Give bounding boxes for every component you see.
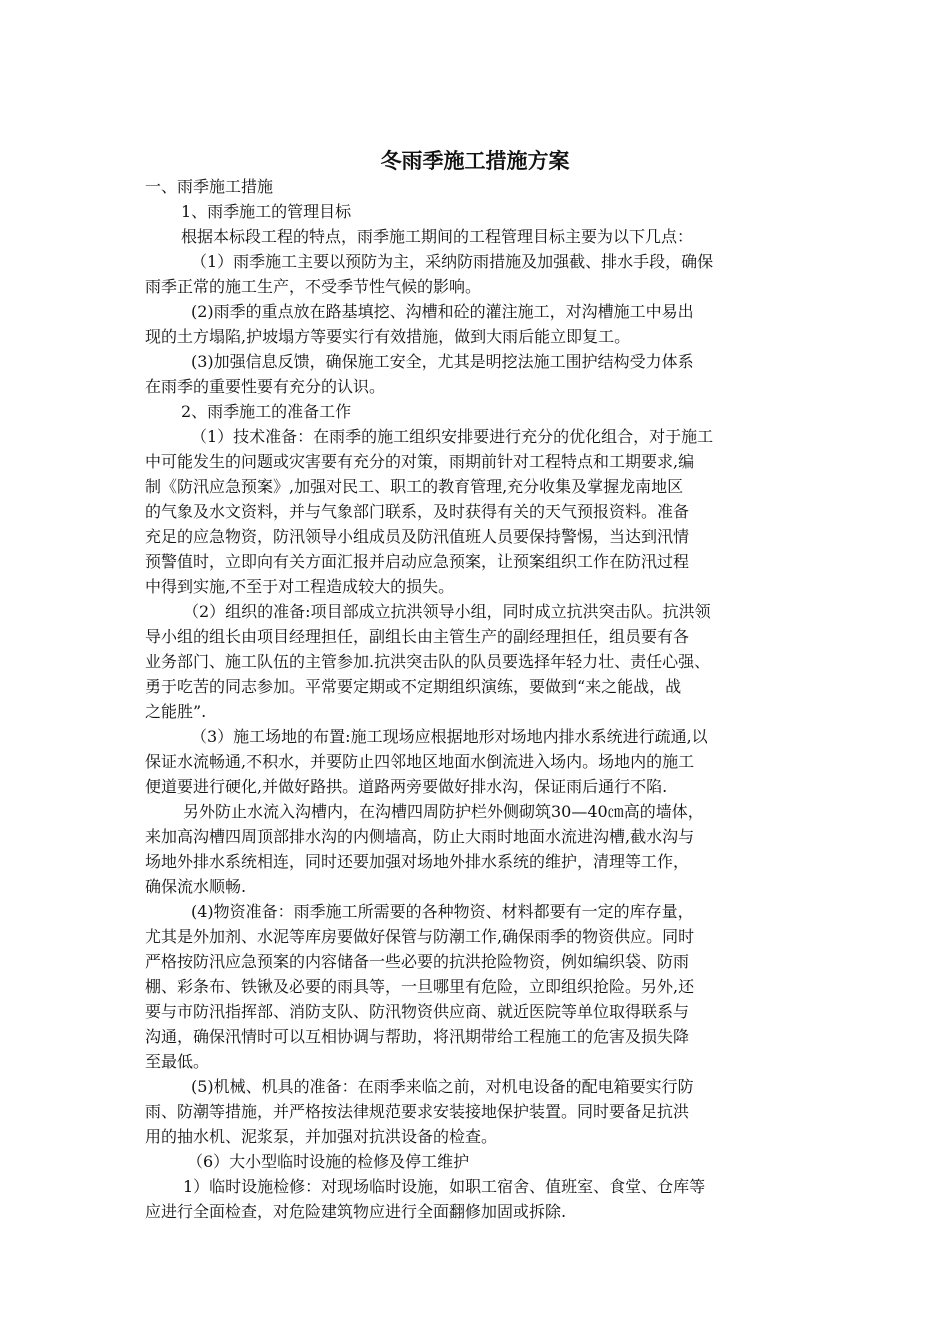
paragraph-line: 用的抽水机、泥浆泵，并加强对抗洪设备的检查。 bbox=[145, 1127, 498, 1146]
paragraph-line: 中可能发生的问题或灾害要有充分的对策，雨期前针对工程特点和工期要求,编 bbox=[145, 452, 695, 471]
section-heading: 一、雨季施工措施 bbox=[145, 177, 274, 196]
paragraph-line: (3)加强信息反馈，确保施工安全，尤其是明挖法施工围护结构受力体系 bbox=[191, 352, 694, 371]
paragraph-line: 1）临时设施检修：对现场临时设施，如职工宿舍、值班室、食堂、仓库等 bbox=[183, 1177, 706, 1196]
paragraph-line: 中得到实施,不至于对工程造成较大的损失。 bbox=[145, 577, 455, 596]
paragraph-line: 之能胜”. bbox=[145, 702, 207, 721]
paragraph-line: (2)雨季的重点放在路基填挖、沟槽和砼的灌注施工，对沟槽施工中易出 bbox=[191, 302, 694, 321]
paragraph-line: (4)物资准备：雨季施工所需要的各种物资、材料都要有一定的库存量， bbox=[191, 902, 694, 921]
paragraph-line: 制《防汛应急预案》,加强对民工、职工的教育管理,充分收集及掌握龙南地区 bbox=[145, 477, 684, 496]
paragraph-line: 预警值时，立即向有关方面汇报并启动应急预案，让预案组织工作在防汛过程 bbox=[145, 552, 690, 571]
paragraph-line: 勇于吃苦的同志参加。平常要定期或不定期组织演练，要做到“来之能战，战 bbox=[145, 677, 682, 696]
paragraph-line: 来加高沟槽四周顶部排水沟的内侧墙高，防止大雨时地面水流进沟槽,截水沟与 bbox=[145, 827, 695, 846]
paragraph-line: 棚、彩条布、铁锹及必要的雨具等，一旦哪里有危险，立即组织抢险。另外,还 bbox=[145, 977, 695, 996]
paragraph-line: （2）组织的准备:项目部成立抗洪领导小组，同时成立抗洪突击队。抗洪领 bbox=[183, 602, 711, 621]
document-title: 冬雨季施工措施方案 bbox=[380, 149, 570, 173]
paragraph-line: 的气象及水文资料，并与气象部门联系，及时获得有关的天气预报资料。准备 bbox=[145, 502, 690, 521]
paragraph-line: （3）施工场地的布置:施工现场应根据地形对场地内排水系统进行疏通,以 bbox=[191, 727, 708, 746]
paragraph-line: 沟通，确保汛情时可以互相协调与帮助，将汛期带给工程施工的危害及损失降 bbox=[145, 1027, 690, 1046]
paragraph-line: 应进行全面检查，对危险建筑物应进行全面翻修加固或拆除. bbox=[145, 1202, 567, 1221]
paragraph-line: 保证水流畅通,不积水，并要防止四邻地区地面水倒流进入场内。场地内的施工 bbox=[145, 752, 695, 771]
paragraph-line: 在雨季的重要性要有充分的认识。 bbox=[145, 377, 386, 396]
paragraph-line: 至最低。 bbox=[145, 1052, 210, 1071]
paragraph-line: 根据本标段工程的特点，雨季施工期间的工程管理目标主要为以下几点： bbox=[181, 227, 694, 246]
paragraph-line: 雨、防潮等措施，并严格按法律规范要求安装接地保护装置。同时要备足抗洪 bbox=[145, 1102, 690, 1121]
paragraph-line: 要与市防汛指挥部、消防支队、防汛物资供应商、就近医院等单位取得联系与 bbox=[145, 1002, 690, 1021]
subsection-heading: 1、雨季施工的管理目标 bbox=[181, 202, 352, 221]
paragraph-line: （1）技术准备：在雨季的施工组织安排要进行充分的优化组合，对于施工 bbox=[191, 427, 714, 446]
paragraph-line: 另外防止水流入沟槽内，在沟槽四周防护栏外侧砌筑30—40㎝高的墙体， bbox=[183, 802, 704, 821]
paragraph-line: 确保流水顺畅. bbox=[145, 877, 247, 896]
paragraph-line: (5)机械、机具的准备：在雨季来临之前，对机电设备的配电箱要实行防 bbox=[191, 1077, 694, 1096]
paragraph-line: 导小组的组长由项目经理担任，副组长由主管生产的副经理担任，组员要有各 bbox=[145, 627, 690, 646]
paragraph-line: 严格按防汛应急预案的内容储备一些必要的抗洪抢险物资，例如编织袋、防雨 bbox=[145, 952, 690, 971]
paragraph-line: （1）雨季施工主要以预防为主，采纳防雨措施及加强截、排水手段，确保 bbox=[191, 252, 714, 271]
paragraph-line: 现的土方塌陷,护坡塌方等要实行有效措施，做到大雨后能立即复工。 bbox=[145, 327, 631, 346]
paragraph-line: 场地外排水系统相连，同时还要加强对场地外排水系统的维护，清理等工作， bbox=[145, 852, 690, 871]
paragraph-line: 充足的应急物资，防汛领导小组成员及防汛值班人员要保持警惕，当达到汛情 bbox=[145, 527, 690, 546]
subsection-heading: 2、雨季施工的准备工作 bbox=[181, 402, 352, 421]
paragraph-line: 尤其是外加剂、水泥等库房要做好保管与防潮工作,确保雨季的物资供应。同时 bbox=[145, 927, 695, 946]
paragraph-line: 雨季正常的施工生产，不受季节性气候的影响。 bbox=[145, 277, 482, 296]
subsection-heading: （6）大小型临时设施的检修及停工维护 bbox=[187, 1152, 470, 1171]
paragraph-line: 便道要进行硬化,并做好路拱。道路两旁要做好排水沟，保证雨后通行不陷. bbox=[145, 777, 668, 796]
paragraph-line: 业务部门、施工队伍的主管参加.抗洪突击队的队员要选择年轻力壮、责任心强、 bbox=[145, 652, 711, 671]
